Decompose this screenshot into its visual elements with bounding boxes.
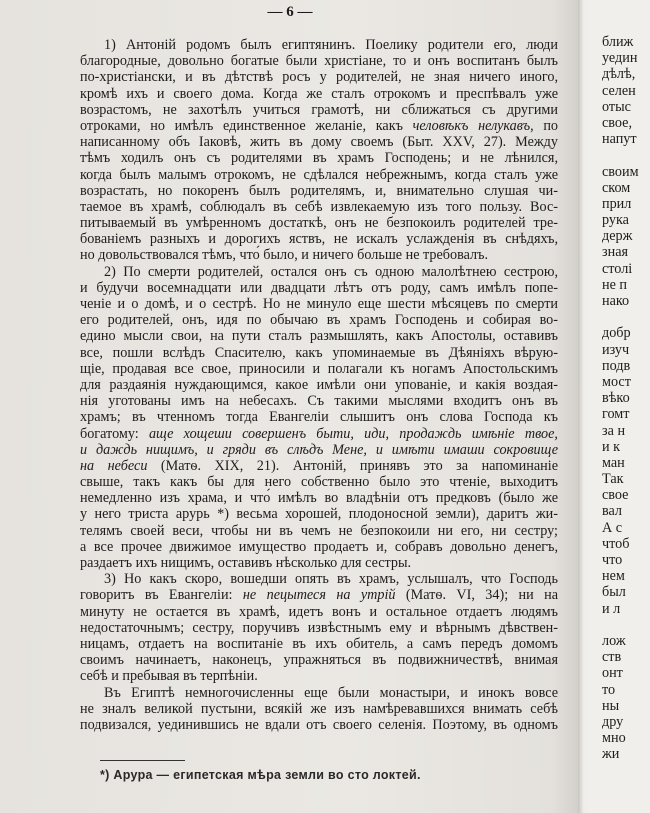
text-segment: богатому:	[80, 425, 149, 442]
right-page-line: что	[602, 552, 623, 568]
text-segment: его родителей, онъ, идя по обычаю въ храмъ Господень и собирая во-	[80, 312, 558, 329]
text-segment: по-христіански, и въ дѣтствѣ росъ у родителей, не зная ничего иного,	[80, 69, 558, 86]
text-segment: для раздаянія нуждающимся, какое имѣли они упованіе, и какія воздая-	[80, 376, 558, 393]
text-line	[80, 652, 558, 668]
text-line	[80, 296, 558, 312]
text-segment: своимъ начинаетъ, наконецъ, упражняться въ подвижничествѣ, внимая	[80, 652, 558, 669]
text-segment: подвизался, уединившись не вдали отъ своего селенія. Поэтому, въ одномъ	[80, 716, 558, 733]
text-line	[80, 361, 558, 377]
text-segment: а все прочее движимое имущество продаетъ и, собравъ довольно денегъ,	[80, 538, 558, 555]
text-line	[80, 118, 558, 134]
text-segment: недостаточнымъ; сестру, поручивъ извѣстнымъ ему и вѣрнымъ дѣвствен-	[80, 619, 558, 636]
text-line	[80, 474, 558, 490]
right-page-line: уедин	[602, 50, 638, 67]
text-segment: едино мысли свои, на пути сталъ размышлять, какъ Апостолы, оставивъ	[80, 328, 558, 345]
right-page-line: ны	[602, 697, 620, 714]
text-line	[80, 458, 558, 474]
text-line	[80, 701, 558, 717]
right-page-line: добр	[602, 325, 631, 342]
right-page-line: рука	[602, 212, 629, 229]
text-line	[80, 37, 558, 53]
text-line	[80, 393, 558, 409]
text-line	[80, 409, 558, 425]
right-page-line: Так	[602, 471, 624, 488]
text-line	[80, 668, 558, 684]
text-segment: , по	[530, 117, 558, 134]
text-segment: (Матѳ. XIX, 21). Антоній, принявъ это за напоминаніе	[147, 457, 558, 474]
text-line	[80, 490, 558, 506]
text-segment: щіе, продавая все свое, приносили и полагали къ ногамъ Апостольскимъ	[80, 360, 558, 377]
text-line	[80, 312, 558, 328]
text-segment: 2) По смерти родителей, остался онъ съ одною малолѣтнею сестрою,	[104, 263, 558, 280]
text-line	[80, 264, 558, 280]
right-page-text	[602, 34, 650, 762]
text-segment: ченіе и о домѣ, и о сестрѣ. Но не минуло еще шести мѣсяцевъ по смерти	[80, 296, 558, 312]
text-line	[80, 134, 558, 150]
right-page-line: был	[602, 584, 626, 601]
right-page-line: и к	[602, 438, 621, 455]
text-segment: написанному объ Іаковѣ, жить въ дому своемъ (Быт. XXV, 27). Между	[80, 134, 558, 151]
right-page-line: отыс	[602, 98, 631, 115]
text-segment: (Матѳ. VI, 34); ни на	[395, 587, 558, 604]
text-line	[80, 199, 558, 215]
text-line	[80, 620, 558, 636]
text-segment: тѣмъ ходилъ онъ съ родителями въ храмъ Господень; и не лѣнился,	[80, 150, 558, 167]
right-page-line: не п	[602, 276, 628, 293]
text-line	[80, 523, 558, 539]
text-segment: раздаетъ ихъ нищимъ, оставивъ нѣсколько для сестры.	[80, 555, 412, 571]
right-page-line: дру	[602, 713, 624, 730]
text-segment: себѣ и пребывая въ терпѣніи.	[80, 668, 258, 685]
text-line	[80, 717, 558, 733]
text-line	[80, 53, 558, 69]
text-segment: кромѣ ихъ и своего дома. Когда же сталъ отрокомъ и преспѣвалъ уже	[80, 85, 558, 102]
right-page-line: зная	[602, 244, 629, 261]
text-line	[80, 167, 558, 183]
text-line	[80, 685, 558, 701]
italic-quote: не пецытеся на утрій	[242, 587, 396, 604]
text-segment: Въ Египтѣ немногочисленны еще были монастыри, и инокъ вовсе	[104, 684, 558, 701]
footnote-divider	[100, 760, 185, 761]
text-segment: ницамъ, отдаетъ на воспитаніе въ ихъ обитель, а самъ передъ домомъ	[80, 635, 558, 652]
text-line	[80, 426, 558, 442]
text-segment: но довольствовался тѣмъ, что́ было, и ничего больше не требовалъ.	[80, 247, 489, 264]
italic-quote: на небеси	[80, 457, 148, 474]
text-segment: свыше, такъ какъ бы для него собственно было это чтеніе, выходитъ	[80, 474, 558, 491]
text-segment: телямъ своей веси, чтобы ни въ чемъ не безпокоили ни его, ни сестру;	[80, 522, 558, 539]
text-line	[80, 539, 558, 555]
text-line	[80, 247, 558, 263]
right-page-line: напут	[602, 131, 637, 148]
right-page-line: прил	[602, 195, 632, 212]
text-line	[80, 183, 558, 199]
text-line	[80, 328, 558, 344]
text-line	[80, 604, 558, 620]
right-page-line: свое	[602, 487, 629, 504]
text-line	[80, 102, 558, 118]
text-line	[80, 345, 558, 361]
italic-quote: аще хощеши совершенъ быти, иди, продаждь имѣніе твое,	[148, 425, 558, 442]
text-line	[80, 636, 558, 652]
right-page-line: гомт	[602, 406, 630, 423]
right-page-line: нем	[602, 568, 625, 585]
text-segment: таемое въ храмѣ, соблюдалъ въ себѣ извлекаемую изъ того пользу. Вос-	[80, 198, 558, 215]
text-segment: у него триста арурь *) весьма хорошей, плодоносной земли), даритъ жи-	[80, 506, 558, 523]
text-line	[80, 69, 558, 85]
right-page-line: ств	[602, 649, 622, 666]
text-segment: возрастать, но покоренъ былъ родителямъ, и, внимательно слушая чи-	[80, 182, 558, 199]
right-page-line: А с	[602, 519, 623, 536]
text-line	[80, 280, 558, 296]
italic-quote: человѣкъ нелукавъ	[412, 117, 531, 134]
right-page-line	[602, 309, 650, 325]
right-page-line: мост	[602, 373, 631, 390]
text-segment: возрастомъ, не захотѣлъ учиться грамотѣ, ни сближаться съ другими	[80, 101, 558, 118]
right-page-line: чтоб	[602, 535, 630, 552]
right-page-line: онт	[602, 665, 623, 682]
text-segment: и будучи восемнадцати или двадцати лѣтъ отъ роду, самъ имѣлъ попе-	[80, 279, 558, 296]
text-segment: храмъ; въ чтенномъ тогда Евангеліи слышитъ онъ слова Господа къ	[80, 409, 558, 426]
right-page-line	[602, 617, 650, 633]
text-line	[80, 150, 558, 166]
text-line	[80, 587, 558, 603]
right-page-line: селен	[602, 82, 636, 99]
text-segment: 3) Но какъ скоро, вошедши опять въ храмъ, услышалъ, что Господь	[104, 571, 558, 588]
text-segment: нія уготованы имъ на небесахъ. Съ такими мыслями входитъ онъ въ	[80, 393, 558, 410]
body-text	[80, 37, 558, 733]
text-segment: отроками, но имѣлъ единственное желаніе, какъ	[80, 117, 413, 134]
text-segment: немедленно изъ храма, и что́ имѣлъ во владѣніи отъ предковъ (было же	[80, 490, 558, 507]
italic-quote: и даждь нищимъ, и гряди въ слѣдъ Мене, и имѣти имаши сокровище	[80, 441, 558, 458]
text-line	[80, 377, 558, 393]
right-page-line: столі	[602, 260, 633, 277]
text-line	[80, 86, 558, 102]
text-segment: 1) Антоній родомъ былъ египтянинъ. Поелику родители его, люди	[104, 37, 558, 53]
right-page-line: лож	[602, 632, 626, 649]
right-page-line: дѣлѣ,	[602, 66, 636, 83]
text-segment: минуту не остается въ храмѣ, идетъ вонъ и остальное отдаетъ людямъ	[80, 603, 558, 620]
right-page-line: мно	[602, 730, 626, 747]
text-segment: не зналъ великой пустыни, всякій же изъ намѣревавшихся внимать себѣ	[80, 700, 558, 717]
text-segment: питываемый въ умѣренномъ достаткѣ, онъ не безпокоилъ родителей тре-	[80, 215, 558, 232]
right-page-line: свое,	[602, 114, 633, 131]
text-segment: благородные, довольно богатые были христіане, то и онъ воспитанъ былъ	[80, 53, 558, 70]
text-line	[80, 231, 558, 247]
right-page-line: ближ	[602, 34, 634, 50]
right-page-line: жи	[602, 746, 620, 763]
right-page-line: подв	[602, 357, 631, 374]
right-page-line	[602, 147, 650, 163]
text-segment: бованіемъ разныхъ и дорогихъ яствъ, не искалъ услажденія въ снѣдяхъ,	[80, 231, 558, 248]
text-line	[80, 215, 558, 231]
right-page-line: и л	[602, 600, 621, 617]
text-segment: все, пошли вслѣдъ Спасителю, какъ упоминаемые въ Дѣяніяхъ вѣрую-	[80, 344, 558, 361]
right-page-line: держ	[602, 228, 633, 245]
text-line	[80, 442, 558, 458]
text-line	[80, 506, 558, 522]
footnote: *) Арура — египетская мѣра земли во сто локтей.	[100, 768, 421, 782]
right-page-line: нако	[602, 293, 630, 309]
right-page-line: вѣко	[602, 390, 630, 407]
right-page-line: вал	[602, 503, 623, 520]
right-page-line: своим	[602, 163, 639, 180]
right-page-line: ман	[602, 454, 625, 471]
right-page	[590, 0, 650, 813]
text-segment: говоритъ въ Евангеліи:	[80, 587, 243, 604]
right-page-line: то	[602, 681, 616, 698]
right-page-line: ском	[602, 179, 631, 196]
right-page-line: за н	[602, 422, 626, 439]
page-number: — 6 —	[267, 4, 313, 20]
text-line	[80, 571, 558, 587]
right-page-line: изуч	[602, 341, 630, 358]
text-line	[80, 555, 558, 571]
text-segment: когда былъ малымъ отрокомъ, не сдѣлался небрежнымъ, когда сталъ уже	[80, 166, 558, 183]
